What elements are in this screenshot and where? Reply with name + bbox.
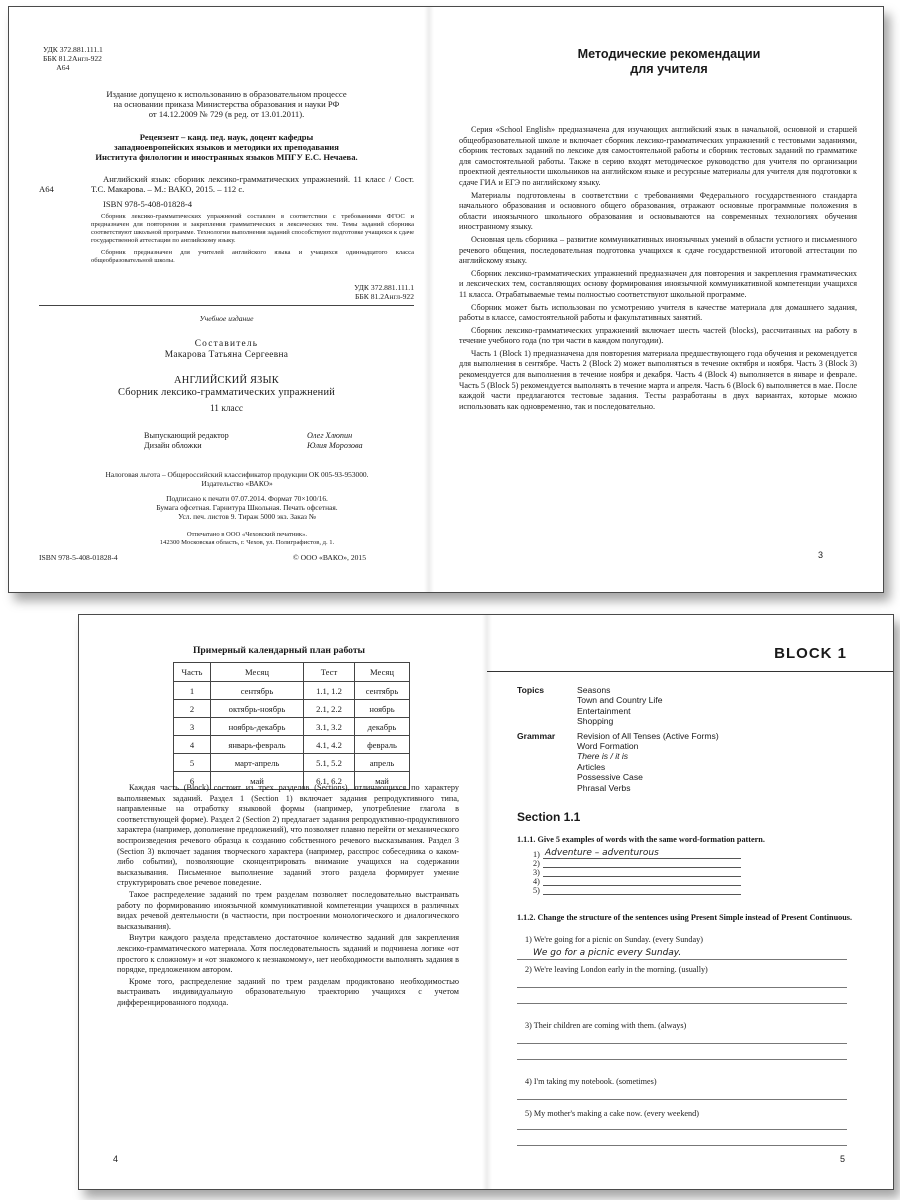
topic-item: Seasons (577, 685, 611, 695)
line-number: 3) (533, 868, 540, 877)
question: 4) I'm taking my notebook. (sometimes) (525, 1077, 657, 1086)
recommendations-text (459, 125, 857, 414)
reviewer-text (39, 132, 414, 162)
header-test-month: Месяц (355, 663, 410, 682)
catalog-audience: Сборник предназначен для учителей английского языка и учащихся одиннадцатого класса общеобразовательной школы. (91, 249, 414, 264)
page-number: 5 (839, 1154, 845, 1164)
answer-lines (533, 850, 741, 895)
editors-block (144, 431, 363, 451)
reviewer-line: западноевропейских языков и методики их преподавания (114, 142, 339, 152)
paragraph: Сборник лексико-грамматических упражнений включает шесть частей (blocks), рассчитанных на работу в течение учебного года (по три части в каждом полугодии). (459, 325, 857, 346)
table-cell: 5.1, 5.2 (304, 754, 355, 772)
handwritten-example: Adventure – adventurous (545, 848, 659, 858)
table-cell: 6 (174, 772, 211, 790)
line-number: 5) (533, 886, 540, 895)
answer-line (517, 1129, 847, 1130)
line-number: 1) (533, 850, 540, 859)
table-cell: октябрь-ноябрь (211, 700, 304, 718)
table-cell: декабрь (355, 718, 410, 736)
table-row (174, 718, 410, 736)
paragraph: Такое распределение заданий по трем разделам позволяет последовательно выстраивать работу по формированию иноязычной коммуникативной компетенции учащихся в различных видах речевой деятельности (в частности, при построении монологического и диалогического высказывания). (117, 889, 459, 931)
section-title: Section 1.1 (517, 810, 581, 824)
page-number: 4 (113, 1154, 119, 1164)
compiler-block (39, 339, 414, 361)
grammar-list (577, 731, 719, 793)
print-house-line: Отпечатано в ООО «Чеховский печатник». (186, 531, 308, 538)
book-title: АНГЛИЙСКИЙ ЯЗЫК (174, 375, 279, 386)
calendar-table (173, 662, 410, 790)
table-cell: май (211, 772, 304, 790)
answer-line (517, 1145, 847, 1146)
editor-label: Выпускающий редактор (144, 431, 229, 440)
paragraph: Внутри каждого раздела представлено достаточное количество заданий для закрепления лексико-грамматического материала. Хотя последовательность заданий и подчинена логике «от простого к сложному» и «от знакомого к незнакомому», нет необходимости выполнять задания в порядке, предложенном автором. (117, 933, 459, 975)
book-subtitle: Сборник лексико-грамматических упражнений (118, 387, 335, 398)
approval-line: от 14.12.2009 № 729 (в ред. от 13.01.2011). (148, 109, 305, 119)
approval-line: Издание допущено к использованию в образовательном процессе (106, 89, 347, 99)
table-cell: февраль (355, 736, 410, 754)
print-line: Подписано к печати 07.07.2014. Формат 70×100/16. (166, 494, 328, 503)
designer-name: Юлия Морозова (307, 441, 363, 450)
block-rule (487, 671, 893, 672)
copyright: © ООО «ВАКО», 2015 (293, 553, 367, 562)
header-test: Тест (304, 663, 355, 682)
paragraph: Каждая часть (Block) состоит из трех разделов (Sections), отличающихся по характеру выполняемых заданий. Раздел 1 (Section 1) включает задания репродуктивного типа, направленные на отработку языковой формы (например, употребление глагола в соответствующей форме). Раздел 2 (Section 2) предлагает задания репродуктивно-продуктивного характера (например, дополнение предложений), что позволяет плавно перейти от механического воспроизведения речевого образца к созданию собственного речевого высказывания. Раздел 3 (Section 3) включает задания творческого характера (например, расспрос собеседника о каком-либо событии), позволяющие сконцентрировать внимание учащихся на содержании высказывания. Письменное выполнение заданий этого раздела формирует умение структурировать свое речевое поведение. (117, 783, 459, 888)
table-cell: 2 (174, 700, 211, 718)
block-title: BLOCK 1 (774, 645, 847, 662)
publisher-line: Издательство «ВАКО» (201, 479, 273, 488)
udc-line: УДК 372.881.111.1 (354, 283, 414, 292)
calendar-page (79, 615, 487, 1189)
table-cell: 1.1, 1.2 (304, 682, 355, 700)
header-month: Месяц (211, 663, 304, 682)
grammar-item: Phrasal Verbs (577, 782, 631, 793)
calendar-body (174, 682, 410, 790)
paragraph: Сборник лексико-грамматических упражнений предназначен для повторения и закрепления грамматических и лексических тем, составляющих основу формирования иноязычной коммуникативной компетенции учащихся 11 класса. Отрабатываемые темы полностью соответствуют школьной программе. (459, 268, 857, 299)
topic-item: Shopping (577, 716, 614, 727)
table-cell: март-апрель (211, 754, 304, 772)
table-cell: май (355, 772, 410, 790)
table-cell: сентябрь (355, 682, 410, 700)
book-spread-top (8, 6, 884, 593)
header-part: Часть (174, 663, 211, 682)
catalog-mark: А64 (39, 184, 54, 194)
recommendations-page (429, 7, 883, 592)
print-house-address: 142300 Московская область, г. Чехов, ул. Полиграфистов, д. 1. (159, 539, 335, 546)
table-cell: ноябрь-декабрь (211, 718, 304, 736)
reviewer-line: Института филологии и иностранных языков МПГУ Е.С. Нечаева. (95, 152, 358, 162)
table-row (174, 736, 410, 754)
block1-page (487, 615, 893, 1189)
table-cell: апрель (355, 754, 410, 772)
topics-list (577, 685, 663, 727)
calendar-title: Примерный календарный план работы (192, 645, 366, 656)
table-cell: 5 (174, 754, 211, 772)
title-line: Методические рекомендации (577, 47, 761, 61)
table-cell: сентябрь (211, 682, 304, 700)
paragraph: Основная цель сборника – развитие коммуникативных иноязычных умений в области устного и письменного речевого общения, последовательная подготовка учащихся к сдаче государственной итоговой аттестации по английскому языку. (459, 234, 857, 266)
table-cell: 3 (174, 718, 211, 736)
table-cell: ноябрь (355, 700, 410, 718)
imprint-page (9, 7, 429, 592)
grade: 11 класс (209, 404, 244, 414)
table-row (174, 754, 410, 772)
answer-line (517, 1059, 847, 1060)
answer-line (517, 1043, 847, 1044)
structure-text (117, 783, 459, 1009)
bbk-line: ББК 81.2Англ-922 (355, 292, 414, 301)
page-title (459, 47, 879, 77)
approval-text (39, 89, 414, 119)
editor-name: Олег Хлюпин (307, 431, 353, 440)
answer-line (517, 987, 847, 988)
topics-label: Topics (517, 685, 545, 695)
paragraph: Материалы подготовлены в соответствии с требованиями Федерального государственного стандарта начального образования и основного общего образования, отражают основные программные положения в области иноязычного школьного образования и основываются на современных технологиях обучения иностранному языку. (459, 190, 857, 232)
table-cell: 4 (174, 736, 211, 754)
isbn-footer: ISBN 978-5-408-01828-4 (39, 553, 118, 562)
task-1-1-1: 1.1.1. Give 5 examples of words with the same word-formation pattern. (517, 835, 765, 844)
tax-line: Налоговая льгота – Общероссийский классификатор продукции ОК 005-93-953000. (105, 470, 369, 479)
print-line: Бумага офсетная. Гарнитура Школьная. Печать офсетная. (156, 503, 338, 512)
print-line: Усл. печ. листов 9. Тираж 5000 экз. Заказ № (178, 512, 316, 521)
tax-info (67, 470, 407, 488)
question: 3) Their children are coming with them. (always) (525, 1021, 687, 1030)
answer-line (517, 959, 847, 960)
book-title-block (39, 375, 414, 399)
paragraph: Кроме того, распределение заданий по трем разделам продиктовано необходимостью выстраивать индивидуальную образовательную траекторию учащихся с учетом дифференцированного подхода. (117, 976, 459, 1007)
question: 5) My mother's making a cake now. (every weekend) (525, 1109, 699, 1118)
grammar-item: Possessive Case (577, 772, 643, 783)
paragraph: Часть 1 (Block 1) предназначена для повторения материала предшествующего года обучения и рекомендуется для выполнения в сентябре. Часть 2 (Block 2) может выполняться в течение октября и ноября. Часть 3 (Block 3) рекомендуется для выполнения в течение ноября и декабря. Часть 4 (Block 4) выполняется в январе и феврале. Часть 5 (Block 5) рекомендуется выполнять в течение марта и апреля. Часть 6 (Block 6) выполняется в мае. После каждой части предлагаются тестовые задания. Тесты разработаны в двух вариантах, которые можно использовать как одновременно, так и последовательно. (459, 348, 857, 411)
grammar-item: Revision of All Tenses (Active Forms) (577, 730, 719, 741)
answer-line (517, 1003, 847, 1004)
bbk-line: ББК 81.2Англ-922 (43, 54, 102, 63)
table-row (174, 682, 410, 700)
paragraph: Сборник может быть использован по усмотрению учителя в качестве материала для домашнего задания, работы в классе, самостоятельной работы и факультативных занятий. (459, 302, 857, 323)
reviewer-line: Рецензент – канд. пед. наук, доцент кафедры (139, 132, 314, 142)
topic-item: Entertainment (577, 705, 631, 716)
approval-line: на основании приказа Министерства образования и науки РФ (113, 99, 340, 109)
line-number: 2) (533, 859, 540, 868)
catalog-text: Английский язык: сборник лексико-грамматических упражнений. 11 класс / Сост. Т.С. Макарова. – М.: ВАКО, 2015. – 112 с. (91, 174, 414, 194)
question: 1) We're going for a picnic on Sunday. (every Sunday) (525, 935, 703, 944)
catalog-isbn: ISBN 978-5-408-01828-4 (103, 199, 193, 209)
book-spread-bottom (78, 614, 894, 1190)
question: 2) We're leaving London early in the morning. (usually) (525, 965, 708, 974)
compiler-name: Макарова Татьяна Сергеевна (164, 350, 289, 360)
task-1-1-2: 1.1.2. Change the structure of the sentences using Present Simple instead of Present Continuous. (517, 913, 853, 922)
catalog-card (39, 174, 414, 265)
grammar-item: There is / it is (577, 751, 629, 762)
grammar-item: Articles (577, 761, 606, 772)
handwritten-example: We go for a picnic every Sunday. (533, 948, 682, 958)
table-row (174, 700, 410, 718)
answer-line (517, 1099, 847, 1100)
print-house (117, 531, 377, 547)
table-cell: 6.1, 6.2 (304, 772, 355, 790)
table-cell: январь-февраль (211, 736, 304, 754)
author-mark: А64 (43, 63, 70, 72)
answer-line (533, 886, 741, 895)
udc-block (43, 45, 103, 72)
paragraph: Серия «School English» предназначена для изучающих английский язык в начальной, основной и старшей общеобразовательной школе и включает сборник лексико-грамматических упражнений с тестовыми заданиями, сборник тестовых заданий по лексике для самостоятельной работы и сборник тестовых заданий по грамматике для самостоятельной работы. Также в серию входят методическое руководство для учителя по организации проектной деятельности школьников на английском языке и ресурсные материалы для учителя для подготовки к сдаче ГИА и ЕГЭ по английскому языку. (459, 125, 857, 187)
catalog-description: Сборник лексико-грамматических упражнений составлен в соответствии с требованиями ФГОС и предназначен для повторения и закрепления грамматических и лексических тем. Темы заданий сборника соответствуют школьной программе. Технологии выполнения заданий способствуют подготовке учащихся к сдаче государственной аттестации по английскому языку. (91, 213, 414, 244)
designer-label: Дизайн обложки (144, 441, 202, 450)
topic-item: Town and Country Life (577, 695, 663, 706)
compiler-label: Составитель (194, 339, 259, 349)
table-cell: 1 (174, 682, 211, 700)
title-line: для учителя (630, 62, 708, 76)
page-number: 3 (817, 550, 823, 560)
print-info (117, 494, 377, 521)
table-header-row (174, 663, 410, 682)
table-cell: 2.1, 2.2 (304, 700, 355, 718)
topics-grammar-list (517, 685, 719, 793)
udc-line: УДК 372.881.111.1 (43, 45, 103, 54)
divider (39, 305, 414, 306)
edition-type: Учебное издание (199, 314, 254, 323)
table-cell: 4.1, 4.2 (304, 736, 355, 754)
udc-block-secondary (269, 283, 414, 301)
grammar-label: Grammar (517, 730, 556, 741)
table-cell: 3.1, 3.2 (304, 718, 355, 736)
grammar-item: Word Formation (577, 741, 639, 752)
line-number: 4) (533, 877, 540, 886)
